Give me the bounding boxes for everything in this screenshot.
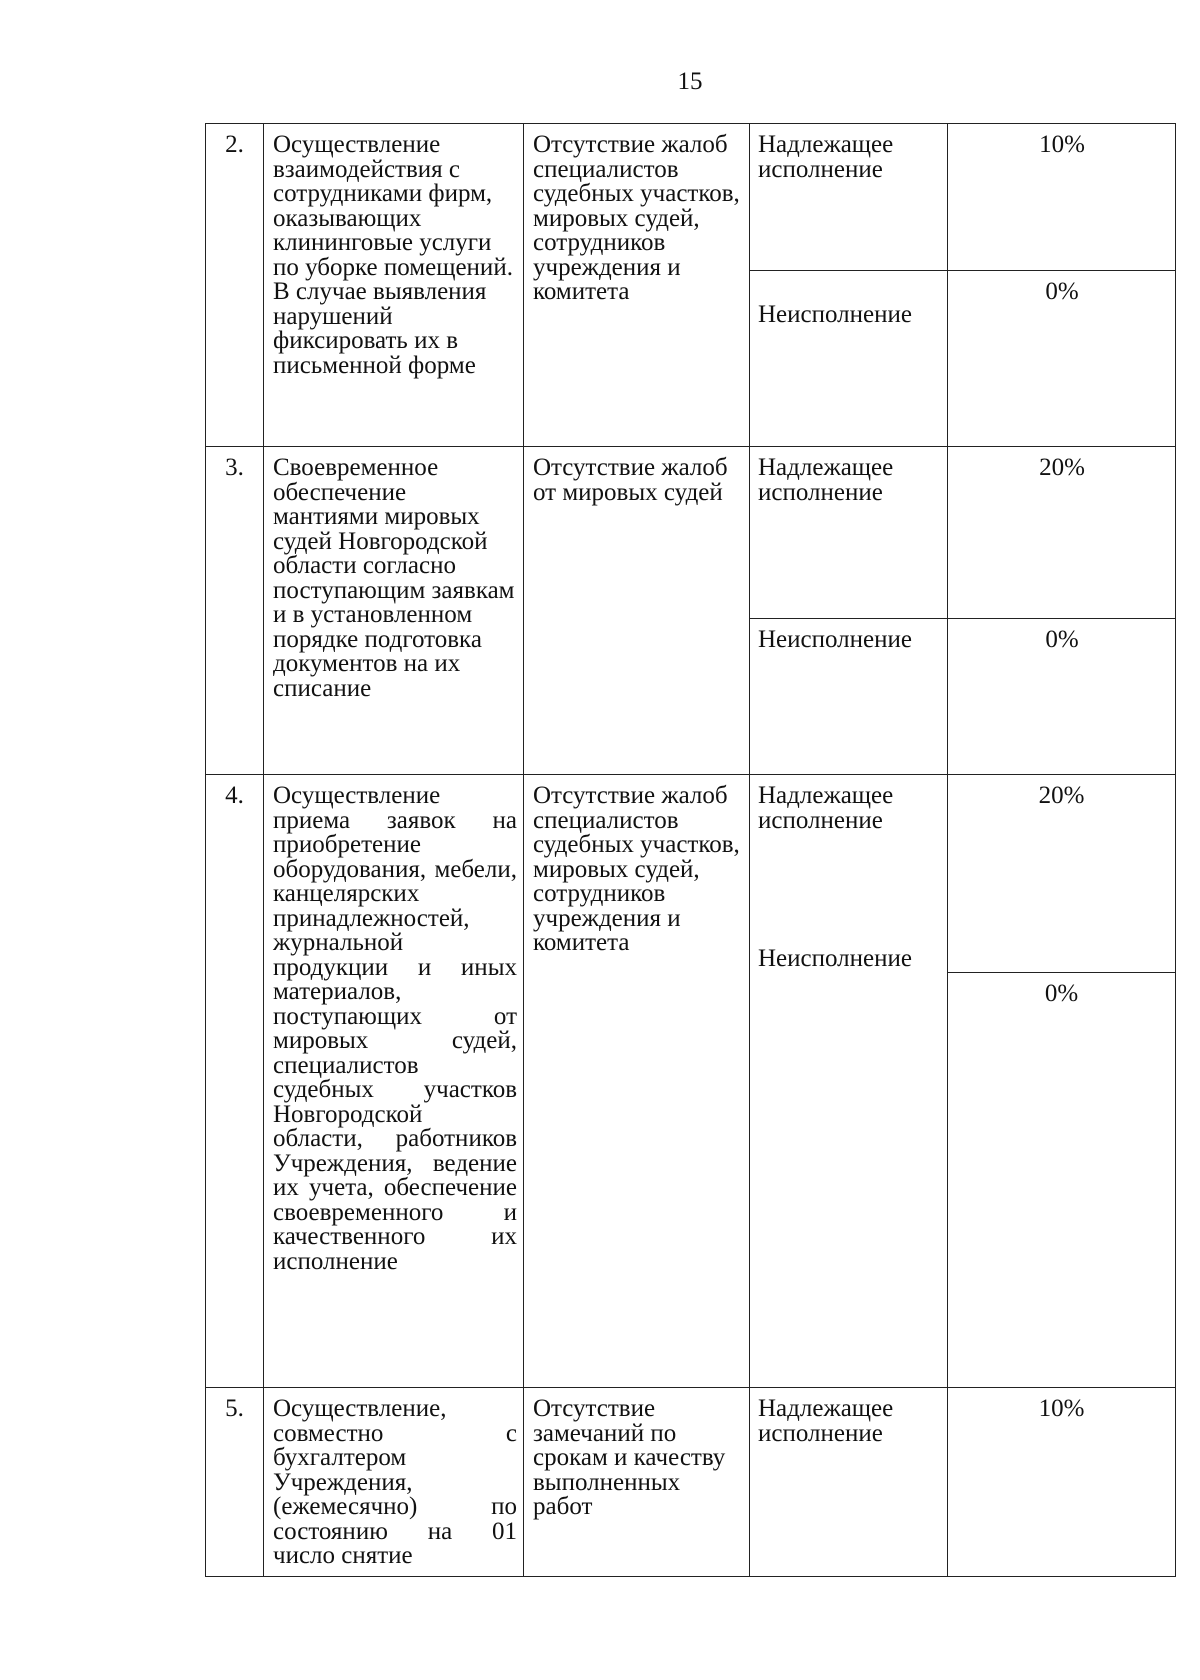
row-number: 5. bbox=[225, 1395, 244, 1422]
row-description: Осуществление взаимодействия с сотрудниками фирм, оказывающих клининговые услуги по уборке помещений. В случае выявления нарушений фиксировать их в письменной форме bbox=[273, 131, 513, 379]
row-description: Осуществление, совместно с бухгалтером Учреждения, (ежемесячно) по состоянию на 01 число снятие bbox=[273, 1395, 517, 1569]
table-row bbox=[206, 447, 1176, 775]
row-number: 2. bbox=[225, 131, 244, 158]
eval-good: Надлежащее исполнение bbox=[750, 124, 948, 271]
row-criterion: Отсутствие жалоб специалистов судебных участков, мировых судей, сотрудников учреждения и комитета bbox=[533, 782, 740, 956]
row-criterion: Отсутствие замечаний по срокам и качеству выполненных работ bbox=[533, 1395, 726, 1520]
row-number: 4. bbox=[225, 782, 244, 809]
pct-good: 10% bbox=[1038, 1395, 1085, 1422]
row-description: Осуществление приема заявок на приобретение оборудования, мебели, канцелярских принадлежностей, журнальной продукции и иных материалов, поступающих от мировых судей, специалистов судебных участков Новгородской области, работников Учреждения, ведение их учета, обеспечение своевременного и качественного их исполнение bbox=[273, 782, 517, 1275]
eval-good: Надлежащее исполнение bbox=[758, 782, 894, 834]
criteria-table bbox=[205, 123, 1176, 1577]
table-row bbox=[206, 775, 1176, 1388]
row-criterion: Отсутствие жалоб специалистов судебных участков, мировых судей, сотрудников учреждения и комитета bbox=[533, 131, 740, 305]
eval-good: Надлежащее исполнение bbox=[758, 1395, 894, 1447]
eval-bad: Неисполнение bbox=[750, 619, 948, 774]
eval-good: Надлежащее исполнение bbox=[750, 447, 948, 619]
pct-good: 20% bbox=[948, 775, 1175, 973]
table-row bbox=[206, 124, 1176, 447]
pct-bad: 0% bbox=[1045, 278, 1079, 305]
row-number: 3. bbox=[225, 454, 244, 481]
row-description: Своевременное обеспечение мантиями мировых судей Новгородской области согласно поступающим заявкам и в установленном порядке подготовка документов на их списание bbox=[273, 454, 515, 702]
page-number: 15 bbox=[677, 68, 703, 95]
eval-bad: Неисполнение bbox=[750, 271, 948, 446]
table-row bbox=[206, 1388, 1176, 1577]
row-criterion: Отсутствие жалоб от мировых судей bbox=[533, 454, 728, 506]
pct-good: 10% bbox=[948, 124, 1176, 271]
pct-bad: 0% bbox=[1044, 980, 1079, 1007]
pct-good: 20% bbox=[948, 447, 1176, 619]
pct-bad: 0% bbox=[1045, 626, 1079, 653]
eval-bad: Неисполнение bbox=[758, 945, 912, 972]
